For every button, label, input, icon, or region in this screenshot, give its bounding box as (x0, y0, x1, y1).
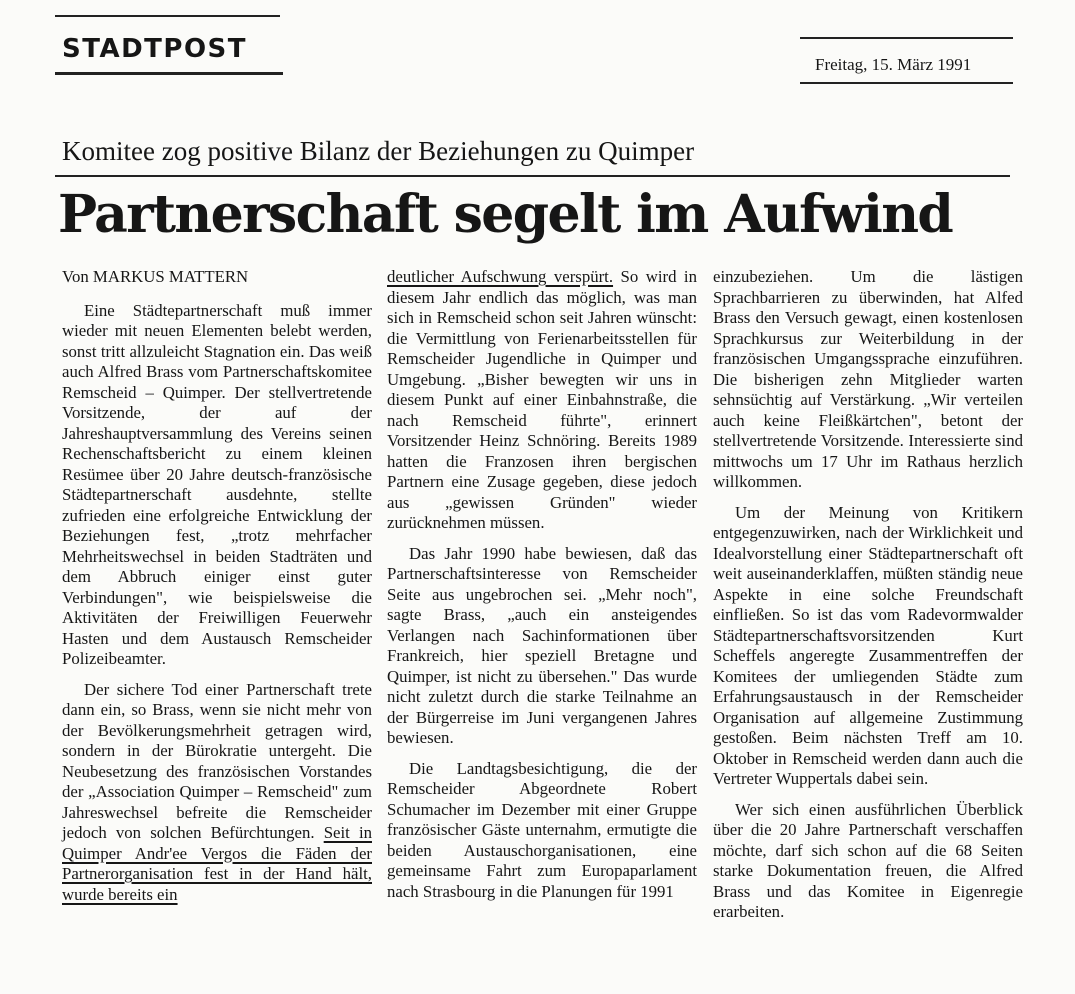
section-rule (55, 72, 283, 75)
headline: Partnerschaft segelt im Aufwind (58, 184, 953, 245)
article-column-3 (713, 267, 1023, 923)
paragraph: Wer sich einen ausführlichen Überblick über die 20 Jahre Partnerschaft verschaffen möchte, darf sich schon auf die 68 Seiten starke Dokumentation freuen, die Alfred Brass und das Komitee in Eigenregie erarbeiten. (713, 799, 1023, 921)
paragraph: Die Landtagsbesichtigung, die der Remscheider Abgeordnete Robert Schumacher im Dezember mit einer Gruppe französischer Gäste unternahm, ermutigte die beiden Austauschorganisationen, eine gemeinsame Fahrt zum Europaparlament nach Strasbourg in die Planungen für 1991 (387, 758, 697, 901)
section-name: STADTPOST (62, 34, 248, 64)
byline: Von MARKUS MATTERN (62, 267, 249, 286)
top-rule-left (55, 15, 280, 17)
date-rule (800, 82, 1013, 84)
paragraph (62, 680, 372, 906)
kicker: Komitee zog positive Bilanz der Beziehungen zu Quimper (62, 136, 695, 166)
top-rule-right (800, 37, 1013, 39)
underlined-text: Seit in Quimper Andr'ee Vergos die Fäden der Partnerorganisation fest in der Hand hält, wurde bereits ein (62, 823, 372, 904)
paragraph-text: So wird in diesem Jahr endlich das möglich, was man sich in Remscheid schon seit Jahren wünscht: die Vermittlung von Ferienarbeitsstellen für Remscheider Jugendliche in Quimper und Umgebung. „Bisher bewegten wir uns in diesem Punkt auf einer Einbahnstraße, die nach Remscheid führte", erinnert Vorsitzender Heinz Schnöring. Bereits 1989 hatten die Franzosen ihren bergischen Partnern eine Zusage gegeben, diese jedoch aus „gewissen Gründen" wieder zurücknehmen müssen. (387, 267, 697, 532)
underlined-text: deutlicher Aufschwung verspürt. (387, 267, 614, 286)
paragraph: einzubeziehen. Um die lästigen Sprachbarrieren zu überwinden, hat Alfed Brass den Versuch gewagt, einen kostenlosen Sprachkursus zur Weiterbildung in der französischen Umgangssprache einzuführen. Die bisherigen zehn Mitglieder warten sehnsüchtig auf Verstärkung. „Wir verteilen auch keine Fleißkärtchen", betont der stellvertretende Vorsitzende. Interessierte sind mittwochs um 17 Uhr im Rathaus herzlich willkommen. (713, 267, 1023, 491)
kicker-rule (55, 175, 1010, 177)
article-column-1 (62, 267, 372, 905)
paragraph (387, 267, 697, 534)
paragraph: Eine Städtepartnerschaft muß immer wieder mit neuen Elementen belebt werden, sonst tritt allzuleicht Stagnation ein. Das weiß auch Alfred Brass vom Partnerschaftskomitee Remscheid – Quimper. Der stellvertretende Vorsitzende, der auf der Jahreshauptversammlung des Vereins seinen Rechenschaftsbericht zu einem kleinen Resümee über 20 Jahre deutsch-französische Städtepartnerschaft ausdehnte, stellte zufrieden eine erfolgreiche Entwicklung der Beziehungen fest, „trotz mehrfacher Mehrheitswechsel in beiden Stadträten und dem Abbruch einiger einst guter Verbindungen", wie beispielsweise die Aktivitäten der Freiwilligen Feuerwehr Hasten und dem Austausch Remscheider Polizeibeamter. (62, 300, 372, 668)
paragraph: Um der Meinung von Kritikern entgegenzuwirken, nach der Wirklichkeit und Idealvorstellung einer Städtepartnerschaft oft weit auseinanderklaffen, müßten ständig neue Aspekte in eine solche Freundschaft einfließen. So ist das vom Radevormwalder Städtepartnerschaftsvorsitzenden Kurt Scheffels angeregte Zusammentreffen der Komitees der umliegenden Städte zum Erfahrungsaustausch in der Remscheider Organisation auf allgemeine Zustimmung gestoßen. Beim nächsten Treff am 10. Oktober in Remscheid werden dann auch die Vertreter Wuppertals dabei sein. (713, 502, 1023, 788)
article-column-2 (387, 267, 697, 902)
paragraph: Das Jahr 1990 habe bewiesen, daß das Partnerschaftsinteresse von Remscheider Seite aus ungebrochen sei. „Mehr noch", sagte Brass, „auch ein ansteigendes Verlangen nach Sachinformationen über Frankreich, hier speziell Bretagne und Quimper, ist nicht zu übersehen." Das wurde nicht zuletzt durch die starke Teilnahme an der Bürgerreise im Juni vergangenen Jahres bewiesen. (387, 543, 697, 747)
publication-date: Freitag, 15. März 1991 (815, 55, 972, 74)
paragraph-text: Der sichere Tod einer Partnerschaft trete dann ein, so Brass, wenn sie nicht mehr von der Bevölkerungsmehrheit getragen wird, sondern in der Bürokratie untergeht. Die Neubesetzung des französischen Vorstandes der „Association Quimper – Remscheid" zum Jahreswechsel befreite die Remscheider jedoch von solchen Befürchtungen. (62, 679, 372, 842)
